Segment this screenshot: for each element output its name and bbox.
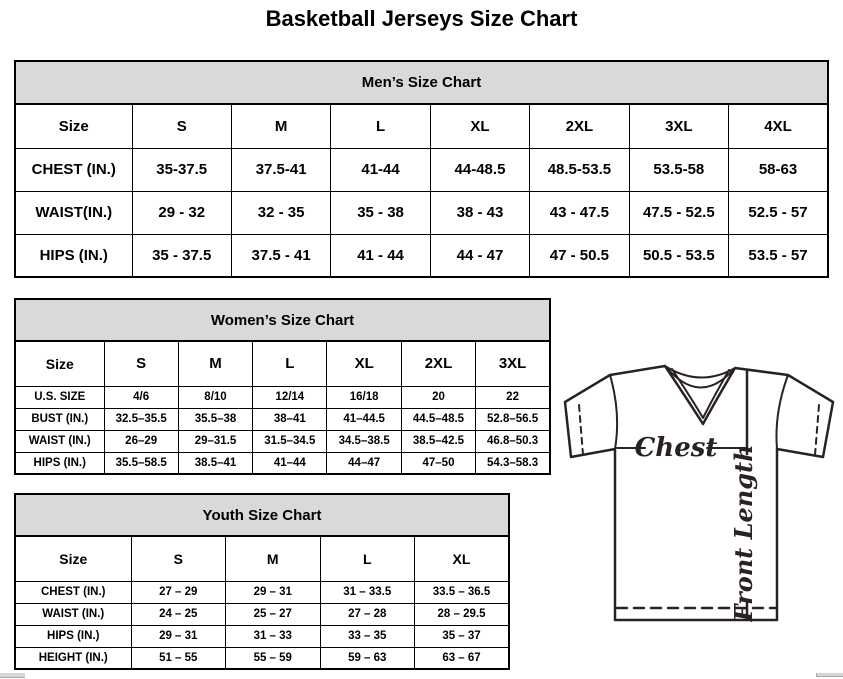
size-value-cell: 44 - 47 (430, 234, 529, 277)
size-value-cell: 32 - 35 (231, 191, 330, 234)
left-armhole-seam (610, 375, 617, 449)
size-value-cell: 41–44 (253, 452, 327, 474)
row-label: CHEST (IN.) (15, 581, 131, 603)
size-value-cell: 38.5–42.5 (401, 430, 475, 452)
chest-label: Chest (634, 433, 718, 463)
size-value-cell: 38–41 (253, 408, 327, 430)
column-header: 4XL (729, 104, 828, 148)
row-label: HIPS (IN.) (15, 452, 104, 474)
column-header: M (231, 104, 330, 148)
size-value-cell: 25 – 27 (226, 603, 321, 625)
sleeve-stitch-right (815, 405, 819, 455)
size-value-cell: 47–50 (401, 452, 475, 474)
row-label: CHEST (IN.) (15, 148, 132, 191)
column-header: M (178, 341, 252, 386)
column-header: XL (415, 536, 510, 581)
size-value-cell: 29 – 31 (226, 581, 321, 603)
table-row (15, 581, 509, 603)
row-label: HEIGHT (IN.) (15, 647, 131, 669)
size-value-cell: 44–47 (327, 452, 401, 474)
size-value-cell: 28 – 29.5 (415, 603, 510, 625)
column-header: XL (430, 104, 529, 148)
size-value-cell: 52.5 - 57 (729, 191, 828, 234)
table-row (15, 647, 509, 669)
size-value-cell: 41–44.5 (327, 408, 401, 430)
size-value-cell: 53.5 - 57 (729, 234, 828, 277)
size-value-cell: 29–31.5 (178, 430, 252, 452)
size-value-cell: 29 - 32 (132, 191, 231, 234)
column-header: L (253, 341, 327, 386)
column-header: 3XL (476, 341, 550, 386)
size-value-cell: 54.3–58.3 (476, 452, 550, 474)
row-label: WAIST (IN.) (15, 603, 131, 625)
size-value-cell: 59 – 63 (320, 647, 415, 669)
size-value-cell: 51 – 55 (131, 647, 226, 669)
size-value-cell: 47.5 - 52.5 (629, 191, 728, 234)
size-value-cell: 50.5 - 53.5 (629, 234, 728, 277)
table-row (15, 191, 828, 234)
size-value-cell: 32.5–35.5 (104, 408, 178, 430)
table-row (15, 603, 509, 625)
column-header: S (131, 536, 226, 581)
page-title: Basketball Jerseys Size Chart (265, 6, 578, 31)
size-value-cell: 48.5-53.5 (530, 148, 629, 191)
men-size-chart-title: Men’s Size Chart (14, 60, 829, 103)
size-value-cell: 35 – 37 (415, 625, 510, 647)
row-label: WAIST (IN.) (15, 430, 104, 452)
size-value-cell: 12/14 (253, 386, 327, 408)
sleeve-stitch-left (579, 405, 583, 455)
size-value-cell: 37.5-41 (231, 148, 330, 191)
size-value-cell: 24 – 25 (131, 603, 226, 625)
table-row (15, 430, 550, 452)
size-value-cell: 53.5-58 (629, 148, 728, 191)
women-size-table (14, 340, 551, 475)
horizontal-scrollbar-fragment-left[interactable] (0, 673, 25, 678)
size-value-cell: 31.5–34.5 (253, 430, 327, 452)
front-length-label: Front Length (729, 444, 758, 622)
size-value-cell: 35-37.5 (132, 148, 231, 191)
size-value-cell: 44-48.5 (430, 148, 529, 191)
size-value-cell: 35 - 37.5 (132, 234, 231, 277)
size-value-cell: 38.5–41 (178, 452, 252, 474)
column-header: L (331, 104, 430, 148)
column-header: S (132, 104, 231, 148)
column-header: 3XL (629, 104, 728, 148)
size-value-cell: 63 – 67 (415, 647, 510, 669)
column-header: L (320, 536, 415, 581)
size-value-cell: 41 - 44 (331, 234, 430, 277)
size-value-cell: 38 - 43 (430, 191, 529, 234)
column-header: M (226, 536, 321, 581)
row-label: HIPS (IN.) (15, 234, 132, 277)
row-label: U.S. SIZE (15, 386, 104, 408)
size-value-cell: 26–29 (104, 430, 178, 452)
size-value-cell: 58-63 (729, 148, 828, 191)
size-value-cell: 20 (401, 386, 475, 408)
size-value-cell: 33 – 35 (320, 625, 415, 647)
size-value-cell: 29 – 31 (131, 625, 226, 647)
table-row (15, 386, 550, 408)
youth-size-chart-title: Youth Size Chart (14, 493, 510, 535)
column-header: XL (327, 341, 401, 386)
women-size-chart-title: Women’s Size Chart (14, 298, 551, 340)
size-value-cell: 55 – 59 (226, 647, 321, 669)
size-value-cell: 35.5–58.5 (104, 452, 178, 474)
corner-label: Size (15, 341, 104, 386)
jersey-measurement-diagram (555, 358, 843, 632)
size-value-cell: 8/10 (178, 386, 252, 408)
table-row (15, 234, 828, 277)
corner-label: Size (15, 536, 131, 581)
women-size-chart (14, 298, 551, 475)
size-value-cell: 35.5–38 (178, 408, 252, 430)
men-size-chart (14, 60, 829, 278)
size-value-cell: 52.8–56.5 (476, 408, 550, 430)
row-label: BUST (IN.) (15, 408, 104, 430)
youth-size-table (14, 535, 510, 670)
row-label: HIPS (IN.) (15, 625, 131, 647)
table-row (15, 408, 550, 430)
column-header: 2XL (530, 104, 629, 148)
row-label: WAIST(IN.) (15, 191, 132, 234)
size-value-cell: 33.5 – 36.5 (415, 581, 510, 603)
youth-size-chart (14, 493, 510, 670)
corner-label: Size (15, 104, 132, 148)
right-armhole-seam (776, 375, 788, 449)
size-value-cell: 35 - 38 (331, 191, 430, 234)
size-value-cell: 4/6 (104, 386, 178, 408)
size-value-cell: 37.5 - 41 (231, 234, 330, 277)
size-value-cell: 31 – 33 (226, 625, 321, 647)
size-value-cell: 41-44 (331, 148, 430, 191)
men-size-table (14, 103, 829, 278)
size-value-cell: 22 (476, 386, 550, 408)
size-value-cell: 47 - 50.5 (530, 234, 629, 277)
column-header: S (104, 341, 178, 386)
size-value-cell: 16/18 (327, 386, 401, 408)
size-value-cell: 34.5–38.5 (327, 430, 401, 452)
size-header-row (15, 341, 550, 386)
size-header-row (15, 536, 509, 581)
table-row (15, 625, 509, 647)
size-value-cell: 27 – 29 (131, 581, 226, 603)
size-value-cell: 43 - 47.5 (530, 191, 629, 234)
size-header-row (15, 104, 828, 148)
horizontal-scrollbar-fragment-right[interactable] (816, 673, 843, 677)
table-row (15, 148, 828, 191)
size-value-cell: 44.5–48.5 (401, 408, 475, 430)
size-value-cell: 27 – 28 (320, 603, 415, 625)
size-value-cell: 31 – 33.5 (320, 581, 415, 603)
jersey-outline (565, 366, 833, 620)
table-row (15, 452, 550, 474)
size-value-cell: 46.8–50.3 (476, 430, 550, 452)
column-header: 2XL (401, 341, 475, 386)
